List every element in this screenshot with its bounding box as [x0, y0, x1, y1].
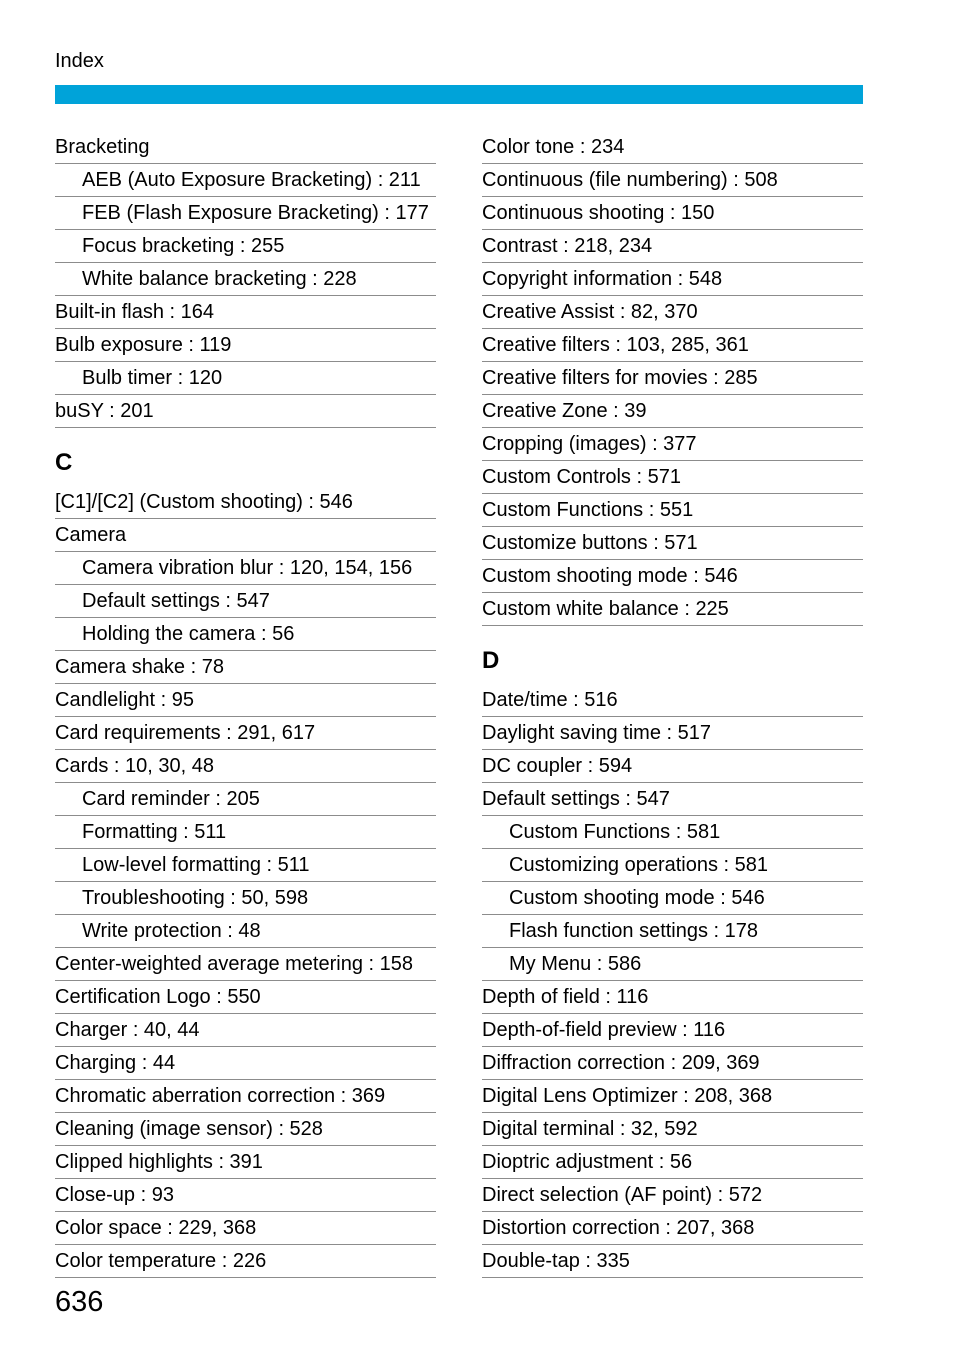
index-entry: Camera [55, 519, 436, 552]
index-entry: Custom Controls : 571 [482, 461, 863, 494]
index-entry: Color space : 229, 368 [55, 1212, 436, 1245]
index-entry: DC coupler : 594 [482, 750, 863, 783]
index-subentry: White balance bracketing : 228 [55, 263, 436, 296]
index-subentry: Flash function settings : 178 [482, 915, 863, 948]
index-subentry: Low-level formatting : 511 [55, 849, 436, 882]
index-subentry: Focus bracketing : 255 [55, 230, 436, 263]
index-subentry: FEB (Flash Exposure Bracketing) : 177 [55, 197, 436, 230]
index-entry: Customize buttons : 571 [482, 527, 863, 560]
page-header-title: Index [55, 50, 104, 72]
index-entry: Cards : 10, 30, 48 [55, 750, 436, 783]
index-entry: Charging : 44 [55, 1047, 436, 1080]
index-entry: Certification Logo : 550 [55, 981, 436, 1014]
index-entry: Custom Functions : 551 [482, 494, 863, 527]
index-subentry: Camera vibration blur : 120, 154, 156 [55, 552, 436, 585]
index-entry: Creative filters : 103, 285, 361 [482, 329, 863, 362]
index-entry: [C1]/[C2] (Custom shooting) : 546 [55, 486, 436, 519]
index-entry: Continuous shooting : 150 [482, 197, 863, 230]
index-subentry: Write protection : 48 [55, 915, 436, 948]
index-entry: Daylight saving time : 517 [482, 717, 863, 750]
index-entry: Charger : 40, 44 [55, 1014, 436, 1047]
index-entry: Color temperature : 226 [55, 1245, 436, 1278]
index-entry: Dioptric adjustment : 56 [482, 1146, 863, 1179]
index-entry: Depth of field : 116 [482, 981, 863, 1014]
index-entry: Custom white balance : 225 [482, 593, 863, 626]
index-entry: Digital terminal : 32, 592 [482, 1113, 863, 1146]
section-letter: D [482, 647, 500, 674]
index-entry: Contrast : 218, 234 [482, 230, 863, 263]
index-column-right [482, 131, 863, 1278]
index-entry: Color tone : 234 [482, 131, 863, 164]
index-entry: Chromatic aberration correction : 369 [55, 1080, 436, 1113]
index-entry: Candlelight : 95 [55, 684, 436, 717]
index-entry: Digital Lens Optimizer : 208, 368 [482, 1080, 863, 1113]
index-entry: Custom shooting mode : 546 [482, 560, 863, 593]
index-entry: Copyright information : 548 [482, 263, 863, 296]
index-entry: Close-up : 93 [55, 1179, 436, 1212]
index-entry: Creative Zone : 39 [482, 395, 863, 428]
index-subentry: Troubleshooting : 50, 598 [55, 882, 436, 915]
index-entry: Bracketing [55, 131, 436, 164]
index-entry: Camera shake : 78 [55, 651, 436, 684]
index-entry: Continuous (file numbering) : 508 [482, 164, 863, 197]
index-entry: Bulb exposure : 119 [55, 329, 436, 362]
index-entry: Direct selection (AF point) : 572 [482, 1179, 863, 1212]
index-entry: Center-weighted average metering : 158 [55, 948, 436, 981]
index-entry: Creative Assist : 82, 370 [482, 296, 863, 329]
page-number: 636 [55, 1286, 104, 1318]
index-column-left [55, 131, 436, 1278]
index-entry: buSY : 201 [55, 395, 436, 428]
index-entry: Diffraction correction : 209, 369 [482, 1047, 863, 1080]
index-entry: Card requirements : 291, 617 [55, 717, 436, 750]
index-entry: Default settings : 547 [482, 783, 863, 816]
index-entry: Built-in flash : 164 [55, 296, 436, 329]
index-entry: Date/time : 516 [482, 684, 863, 717]
index-subentry: Customizing operations : 581 [482, 849, 863, 882]
section-letter: C [55, 449, 73, 476]
index-subentry: Custom Functions : 581 [482, 816, 863, 849]
index-subentry: AEB (Auto Exposure Bracketing) : 211 [55, 164, 436, 197]
index-entry: Depth-of-field preview : 116 [482, 1014, 863, 1047]
index-entry: Distortion correction : 207, 368 [482, 1212, 863, 1245]
index-subentry: Bulb timer : 120 [55, 362, 436, 395]
index-entry: Double-tap : 335 [482, 1245, 863, 1278]
index-entry: Cropping (images) : 377 [482, 428, 863, 461]
index-entry: Creative filters for movies : 285 [482, 362, 863, 395]
index-subentry: Formatting : 511 [55, 816, 436, 849]
index-entry: Clipped highlights : 391 [55, 1146, 436, 1179]
header-accent-bar [55, 85, 863, 104]
index-subentry: Custom shooting mode : 546 [482, 882, 863, 915]
index-subentry: Holding the camera : 56 [55, 618, 436, 651]
index-subentry: Default settings : 547 [55, 585, 436, 618]
index-subentry: Card reminder : 205 [55, 783, 436, 816]
index-subentry: My Menu : 586 [482, 948, 863, 981]
index-entry: Cleaning (image sensor) : 528 [55, 1113, 436, 1146]
